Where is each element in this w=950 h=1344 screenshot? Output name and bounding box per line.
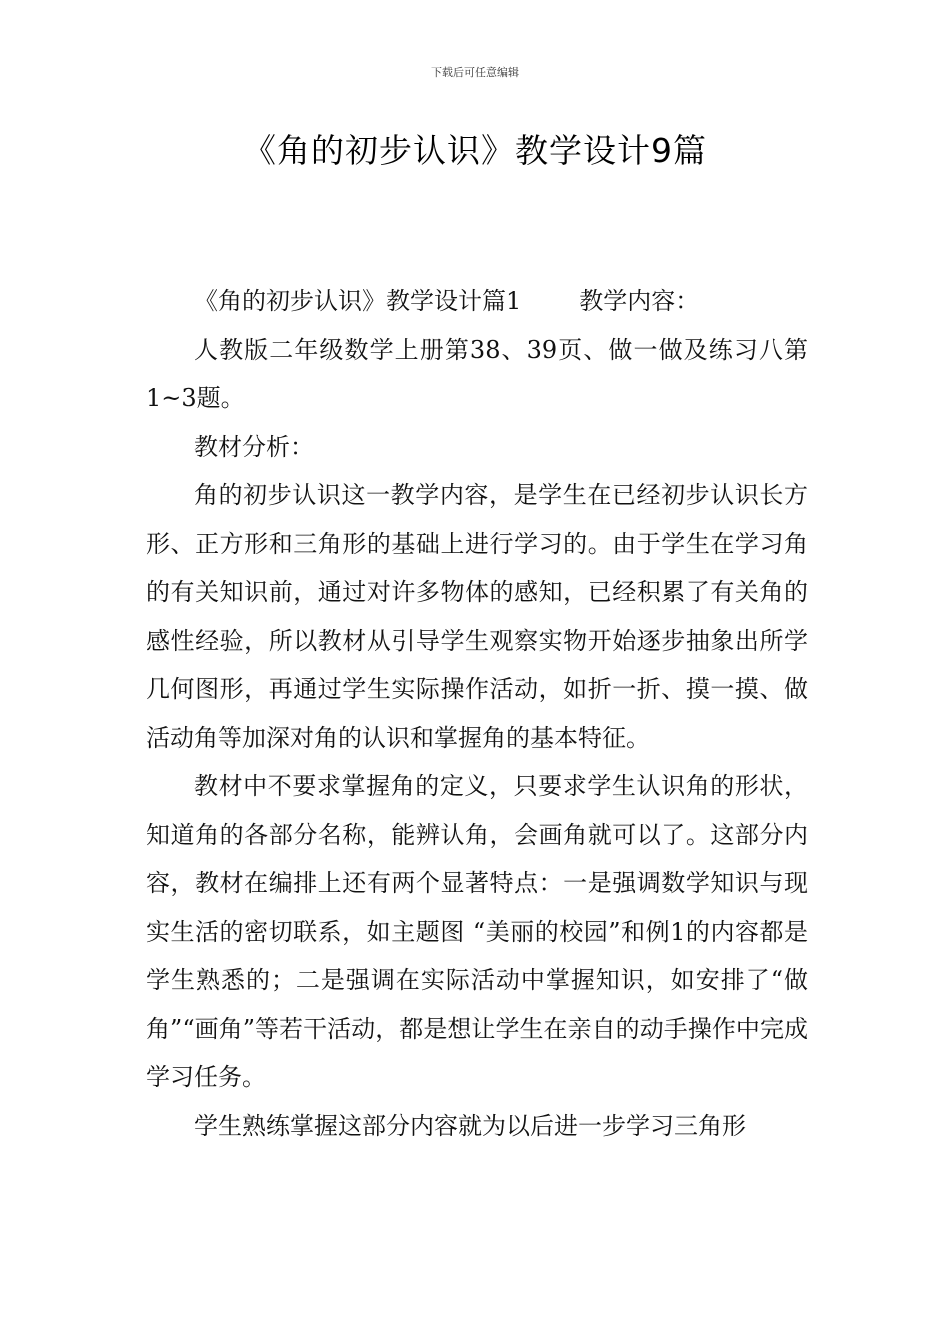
teaching-content-label: 教学内容：: [579, 287, 700, 315]
paragraph-material-requirements: 教材中不要求掌握角的定义，只要求学生认识角的形状，知道角的各部分名称，能辨认角，会画角就可以了。这部分内容，教材在编排上还有两个显著特点：一是强调数学知识与现实生活的密切联系，如主题图 “美丽的校园”和例1的内容都是学生熟悉的；二是强调在实际活动中掌握知识，如安排了“做角”“画角”等若干活动，都是想让学生在亲自的动手操作中完成学习任务。: [146, 772, 808, 1091]
document-title: 《角的初步认识》教学设计9篇: [243, 131, 707, 170]
paragraph-material-analysis-label: 教材分析：: [194, 432, 314, 461]
page-header-note: 下载后可任意编辑: [431, 66, 519, 79]
document-body: [146, 277, 808, 1150]
section-heading-line: [146, 277, 808, 326]
paragraph-mastery: 学生熟练掌握这部分内容就为以后进一步学习三角形: [194, 1111, 746, 1140]
paragraph-teaching-content: 人教版二年级数学上册第38、39页、做一做及练习八第1~3题。: [146, 335, 808, 412]
section-heading: 《角的初步认识》教学设计篇1: [194, 287, 522, 315]
paragraph-material-analysis: 角的初步认识这一教学内容，是学生在已经初步认识长方形、正方形和三角形的基础上进行学习的。由于学生在学习角的有关知识前，通过对许多物体的感知，已经积累了有关角的感性经验，所以教材从引导学生观察实物开始逐步抽象出所学几何图形，再通过学生实际操作活动，如折一折、摸一摸、做活动角等加深对角的认识和掌握角的基本特征。: [146, 481, 808, 752]
